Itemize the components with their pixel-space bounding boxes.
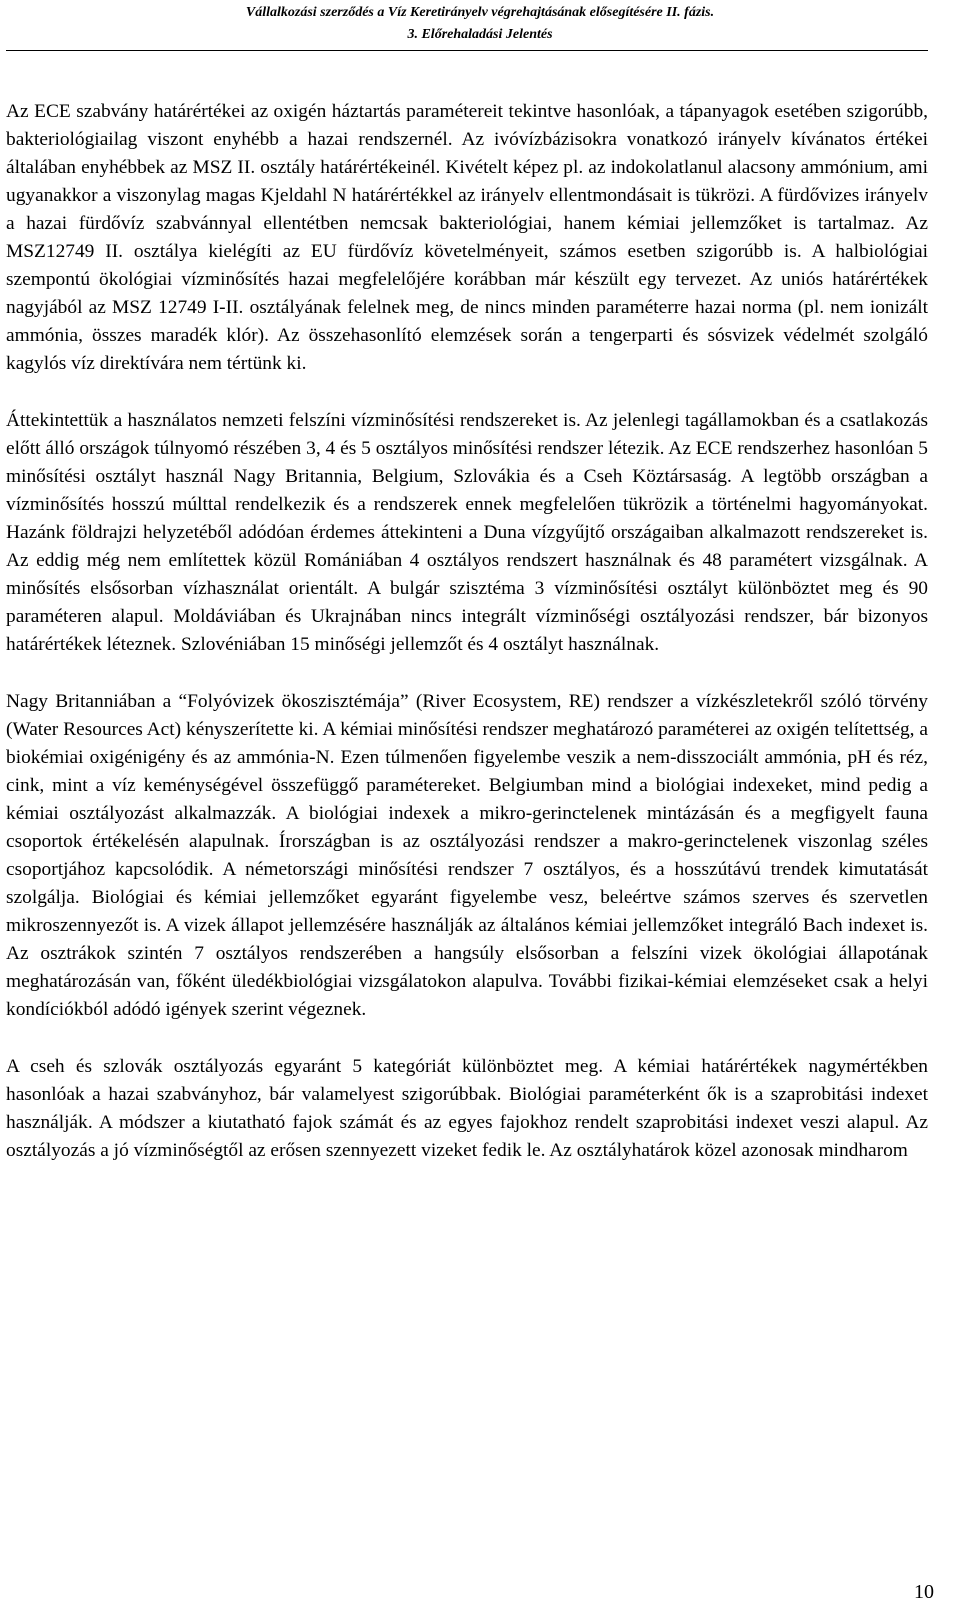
paragraph-czech-slovak: A cseh és szlovák osztályozás egyaránt 5 kategóriát különböztet meg. A kémiai határértékek nagymértékben hasonlóak a hazai szabványhoz, bár valamelyest szigorúbbak. Biológiai paraméterként ők is a szaprobitási indexet használják. A módszer a kiutatható fajok számát és az egyes fajokhoz rendelt szaprobitási indexet veszi alapul. Az osztályozás a jó vízminőségtől az erősen szennyezett vizeket fedik le. Az osztályhatárok közel azonosak mindharom xyxy=(6,1056,928,1161)
running-header xyxy=(0,2,960,46)
body-text xyxy=(6,98,928,1194)
header-rule xyxy=(6,50,928,51)
page-number: 10 xyxy=(914,1581,934,1603)
paragraph-ece-standard: Az ECE szabvány határértékei az oxigén háztartás paramétereit tekintve hasonlóak, a tápanyagok esetében szigorúbb, bakteriológiailag viszont enyhébb a hazai rendszernél. Az ivóvízbázisokra vonatkozó irányelv kívánatos értékei általában enyhébbek az MSZ II. osztály határértékeinél. Kivételt képez pl. az indokolatlanul alacsony ammónium, ami ugyanakkor a viszonylag magas Kjeldahl N határértékkel az irányelv ellentmondásait is tükrözi. A fürdővizes irányelv a hazai fürdővíz szabvánnyal ellentétben nemcsak bakteriológiai, hanem kémiai jellemzőket is tartalmaz. Az MSZ12749 II. osztálya kielégíti az EU fürdővíz követelményeit, számos esetben szigorúbb is. A halbiológiai szempontú ökológiai vízminősítés hazai megfelelőjére korábban már készült egy tervezet. Az uniós határértékek nagyjából az MSZ 12749 I-II. osztályának felelnek meg, de nincs minden paraméterre hazai norma (pl. nem ionizált ammónia, összes maradék klór). Az összehasonlító elemzések során a tengerparti és sósvizek védelmét szolgáló kagylós víz direktívára nem tértünk ki. xyxy=(6,101,928,374)
paragraph-great-britain: Nagy Britanniában a “Folyóvizek ökoszisztémája” (River Ecosystem, RE) rendszer a vízkészletekről szóló törvény (Water Resources Act) kényszerítette ki. A kémiai minősítési rendszer meghatározó paraméterei az oxigén telítettség, a biokémiai oxigénigény és az ammónia-N. Ezen túlmenően figyelembe veszik a nem-disszociált ammónia, pH és réz, cink, mint a víz keménységével összefüggő paramétereket. Belgiumban mind a biológiai indexeket, mind pedig a kémiai osztályozást alkalmazzák. A biológiai indexek a mikro-gerinctelenek mintázásán és a megfigyelt fauna csoportok értékelésén alapulnak. Írországban is az osztályozási rendszer a makro-gerinctelenek viszonlag széles csoportjához kapcsolódik. A németországi minősítési rendszer 7 osztályos, és a hosszútávú trendek kimutatását szolgálja. Biológiai és kémiai jellemzőket egyaránt figyelembe vesz, beleértve számos szerves és szervetlen mikroszennyezőt is. A vizek állapot jellemzésére használják az általános kémiai jellemzőket integráló Bach indexet is. Az osztrákok szintén 7 osztályos rendszerében a hangsúly elsősorban a felszíni vizek ökológiai állapotának meghatározásán van, főként üledékbiológiai vizsgálatokon alapulva. További fizikai-kémiai elemzéseket csak a helyi kondíciókból adódó igények szerint végeznek. xyxy=(6,691,928,1020)
header-subtitle: 3. Előrehaladási Jelentés xyxy=(407,27,553,42)
paragraph-national-systems: Áttekintettük a használatos nemzeti felszíni vízminősítési rendszereket is. Az jelenlegi tagállamokban és a csatlakozás előtt álló országok túlnyomó részében 3, 4 és 5 osztályos minősítési rendszer létezik. Az ECE rendszerhez hasonlóan 5 minősítési osztályt használ Nagy Britannia, Belgium, Szlovákia és a Cseh Köztársaság. A legtöbb országban a vízminősítés hosszú múlttal rendelkezik és a rendszerek ennek megfelelően tükrözik a történelmi hagyományokat. Hazánk földrajzi helyzetéből adódóan érdemes áttekinteni a Duna vízgyűjtő országaiban alkalmazott rendszereket is. Az eddig még nem említettek közül Romániában 4 osztályos rendszert használnak és 48 paramétert vizsgálnak. A minősítés elsősorban vízhasználat orientált. A bulgár szisztéma 3 vízminősítési osztályt különböztet meg és 90 paraméteren alapul. Moldáviában és Ukrajnában nincs integrált vízminőségi osztályozási rendszer, bár bizonyos határértékek léteznek. Szlovéniában 15 minőségi jellemzőt és 4 osztályt használnak. xyxy=(6,410,928,655)
header-title: Vállalkozási szerződés a Víz Keretirányelv végrehajtásának elősegítésére II. fázis. xyxy=(245,5,715,20)
